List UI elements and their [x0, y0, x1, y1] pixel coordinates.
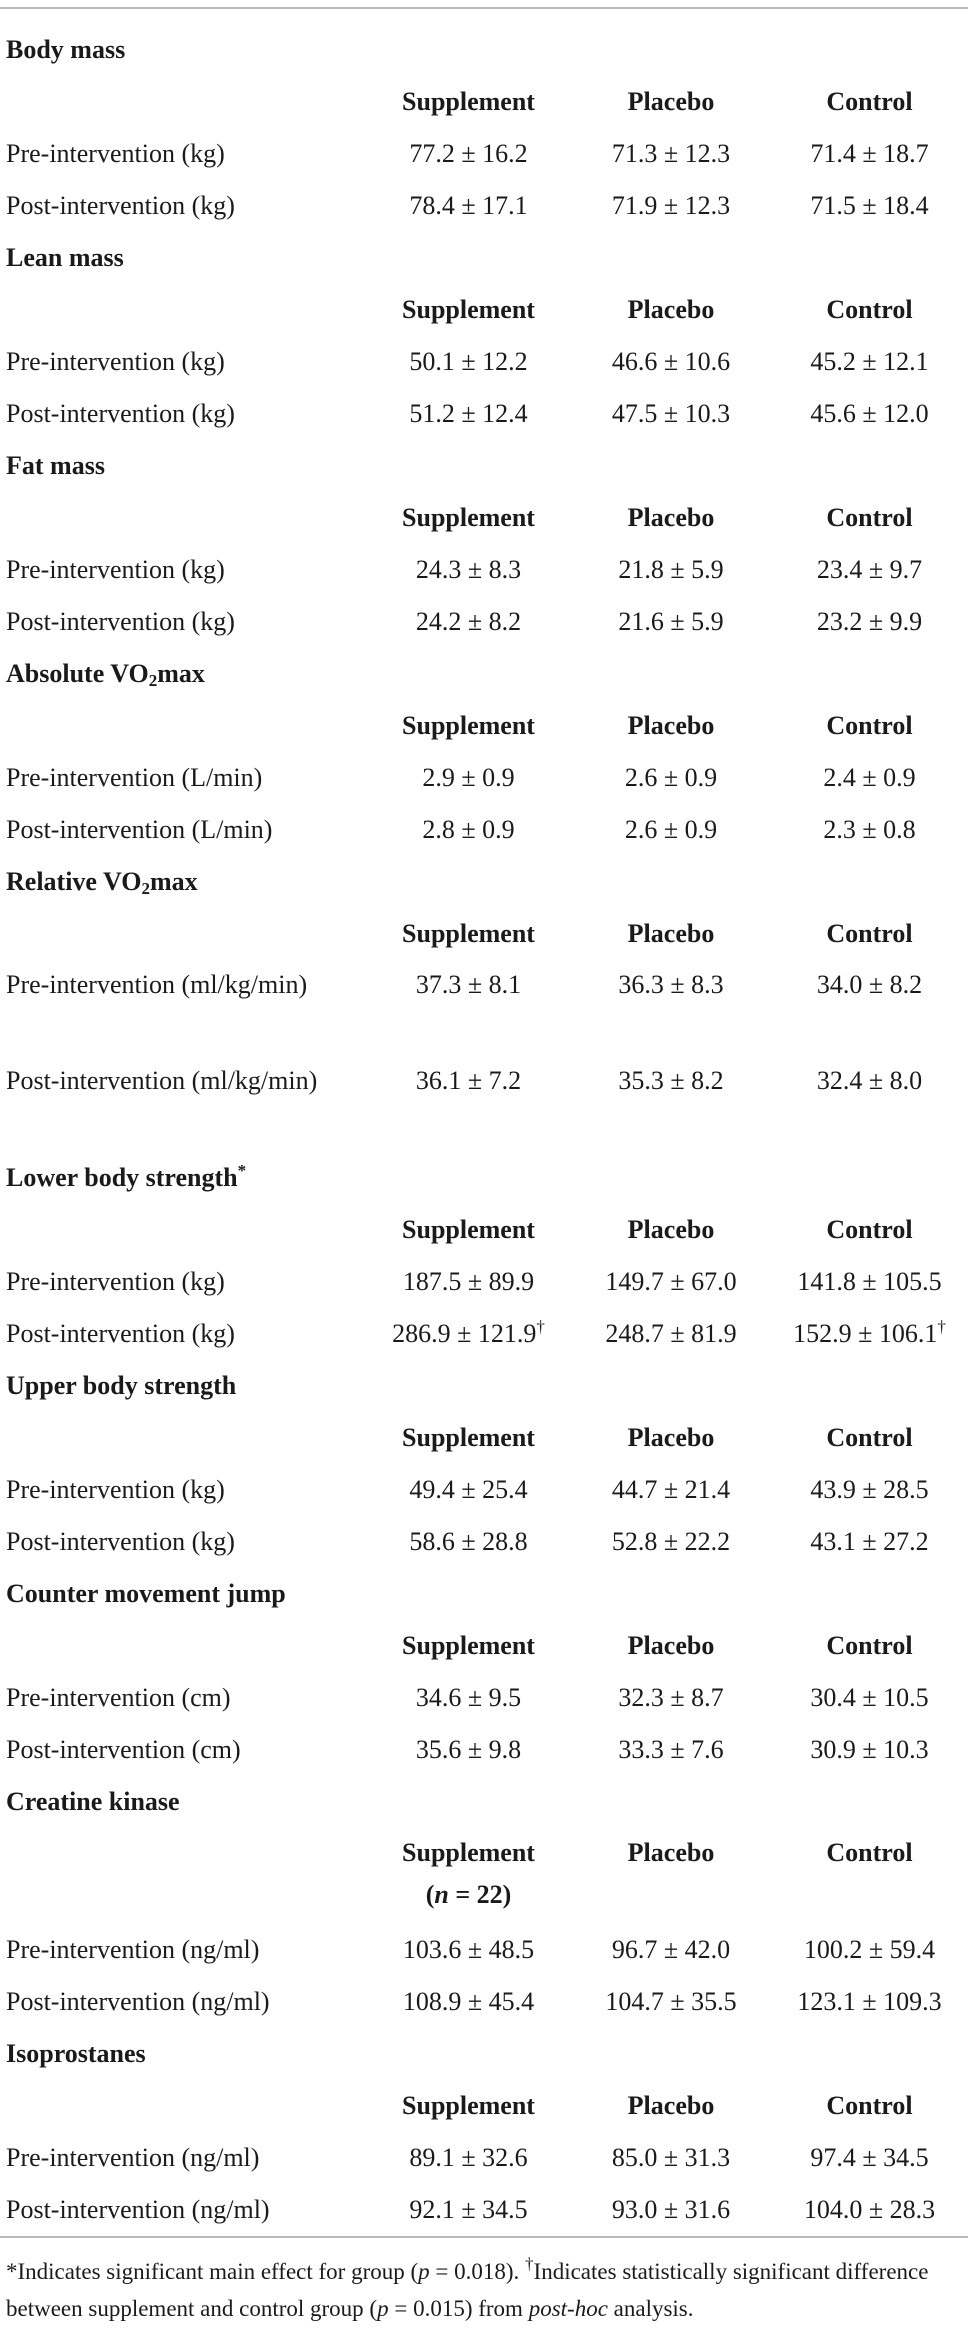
- cell-placebo: 52.8 ± 22.2: [611, 1527, 731, 1556]
- column-header-row: [0, 496, 968, 548]
- cell-control: [771, 1312, 968, 1364]
- dagger-mark: †: [536, 1317, 545, 1336]
- title-text: max: [157, 659, 205, 688]
- header-control: Control: [826, 295, 913, 324]
- footnote-text: = 0.018).: [429, 2259, 526, 2284]
- footnote-text: analysis.: [607, 2296, 694, 2321]
- cell-supplement: 108.9 ± 45.4: [402, 1987, 535, 2016]
- column-header-row: [0, 1416, 968, 1468]
- header-control: Control: [826, 2091, 913, 2120]
- table-row: [0, 1676, 968, 1728]
- dagger-mark: †: [937, 1317, 946, 1336]
- table-row: [0, 600, 968, 652]
- cell-supplement: 51.2 ± 12.4: [409, 399, 528, 428]
- header-supplement: Supplement: [402, 2091, 535, 2120]
- row-label: Post-intervention (kg): [6, 1527, 235, 1556]
- cell-supplement: 35.6 ± 9.8: [415, 1735, 522, 1764]
- section-title: [0, 652, 968, 704]
- title-text: Absolute VO: [6, 659, 149, 688]
- row-label: Pre-intervention (kg): [6, 555, 225, 584]
- row-label: Pre-intervention (kg): [6, 1475, 225, 1504]
- row-label: Pre-intervention (ng/ml): [6, 1935, 260, 1964]
- row-label: Post-intervention (ng/ml): [6, 2195, 270, 2224]
- cell-placebo: 2.6 ± 0.9: [624, 763, 718, 792]
- cell-control: 45.2 ± 12.1: [810, 347, 929, 376]
- header-control: Control: [826, 711, 913, 740]
- cell-supplement: 2.9 ± 0.9: [422, 763, 515, 792]
- header-control: Control: [826, 1215, 913, 1244]
- header-placebo: Placebo: [627, 1215, 715, 1244]
- table-row: [0, 392, 968, 444]
- cell-control: 45.6 ± 12.0: [810, 399, 929, 428]
- cell-value: 152.9 ± 106.1: [793, 1319, 938, 1348]
- cell-control: 104.0 ± 28.3: [803, 2195, 936, 2224]
- cell-placebo: 35.3 ± 8.2: [618, 1066, 724, 1095]
- cell-control: 23.2 ± 9.9: [816, 607, 923, 636]
- row-label: Pre-intervention (cm): [6, 1683, 231, 1712]
- row-label: Pre-intervention (kg): [6, 347, 225, 376]
- row-label: Post-intervention (L/min): [6, 815, 273, 844]
- cell-supplement: 58.6 ± 28.8: [409, 1527, 528, 1556]
- cell-control: 34.0 ± 8.2: [816, 970, 923, 999]
- header-supplement: Supplement: [402, 295, 535, 324]
- cell-placebo: 2.6 ± 0.9: [624, 815, 718, 844]
- cell-supplement: 89.1 ± 32.6: [409, 2143, 528, 2172]
- column-header-row: [0, 1624, 968, 1676]
- cell-control: 97.4 ± 34.5: [810, 2143, 929, 2172]
- title-subscript: 2: [141, 879, 150, 898]
- footnote-text: Indicates significant main effect for group (: [17, 2259, 419, 2284]
- column-header-row: [0, 912, 968, 964]
- cell-supplement: 24.2 ± 8.2: [415, 607, 522, 636]
- header-blank: [0, 288, 366, 340]
- footnote-star: *: [6, 2259, 18, 2284]
- header-placebo: Placebo: [627, 503, 715, 532]
- cell-placebo: 32.3 ± 8.7: [618, 1683, 724, 1712]
- cell-supplement: [366, 1312, 571, 1364]
- cell-placebo: 248.7 ± 81.9: [605, 1319, 737, 1348]
- table-footnote: [6, 2253, 964, 2327]
- section-title-row: [0, 1780, 968, 1832]
- cell-control: 30.9 ± 10.3: [810, 1735, 929, 1764]
- cell-placebo: 46.6 ± 10.6: [611, 347, 731, 376]
- header-blank: [0, 704, 366, 756]
- header-placebo: Placebo: [627, 2091, 715, 2120]
- p-symbol: p: [377, 2296, 389, 2321]
- cell-control: 30.4 ± 10.5: [810, 1683, 929, 1712]
- column-header-row: [0, 80, 968, 132]
- column-header-row: [0, 288, 968, 340]
- section-title-row: [0, 860, 968, 912]
- table-row: [0, 548, 968, 600]
- header-blank: [0, 912, 366, 964]
- cell-placebo: 47.5 ± 10.3: [611, 399, 731, 428]
- header-control: Control: [826, 503, 913, 532]
- table-row: [0, 1520, 968, 1572]
- section-title-row: [0, 1156, 968, 1208]
- row-label: Post-intervention (kg): [6, 191, 235, 220]
- cell-control: 23.4 ± 9.7: [816, 555, 923, 584]
- cell-control: 141.8 ± 105.5: [797, 1267, 942, 1296]
- cell-supplement: 92.1 ± 34.5: [409, 2195, 528, 2224]
- column-header-row: [0, 2084, 968, 2136]
- header-supplement: Supplement: [402, 87, 535, 116]
- header-supplement: Supplement: [402, 503, 535, 532]
- section-title: Isoprostanes: [6, 2039, 146, 2068]
- row-label: Post-intervention (kg): [6, 399, 235, 428]
- p-symbol: p: [418, 2259, 430, 2284]
- cell-placebo: 85.0 ± 31.3: [611, 2143, 731, 2172]
- header-blank: [0, 1832, 366, 1928]
- table-row: [0, 1980, 968, 2032]
- row-label: Pre-intervention (L/min): [6, 763, 263, 792]
- section-title-row: [0, 1572, 968, 1624]
- header-label: Supplement: [402, 1838, 535, 1867]
- header-supplement: Supplement: [402, 711, 535, 740]
- cell-supplement: 187.5 ± 89.9: [402, 1267, 535, 1296]
- header-placebo: Placebo: [627, 1423, 715, 1452]
- row-label: Post-intervention (kg): [6, 1319, 235, 1348]
- header-placebo: Placebo: [627, 295, 715, 324]
- cell-placebo: 21.6 ± 5.9: [618, 607, 724, 636]
- cell-control: 2.3 ± 0.8: [823, 815, 916, 844]
- cell-control: 71.4 ± 18.7: [810, 139, 929, 168]
- cell-control: 43.1 ± 27.2: [810, 1527, 929, 1556]
- cell-control: 100.2 ± 59.4: [803, 1935, 936, 1964]
- row-label: Post-intervention (kg): [6, 607, 235, 636]
- table-row: [0, 964, 968, 1060]
- header-supplement: Supplement: [402, 919, 535, 948]
- header-placebo: Placebo: [627, 1631, 715, 1660]
- table-row: [0, 1728, 968, 1780]
- header-control: Control: [826, 87, 913, 116]
- header-placebo: Placebo: [627, 711, 715, 740]
- cell-placebo: 149.7 ± 67.0: [605, 1267, 737, 1296]
- cell-supplement: 49.4 ± 25.4: [409, 1475, 528, 1504]
- table-row: [0, 2188, 968, 2240]
- significance-mark: *: [237, 1161, 247, 1180]
- section-title: Lean mass: [6, 243, 124, 272]
- section-title-row: [0, 652, 968, 704]
- section-title-row: [0, 2032, 968, 2084]
- row-label: Pre-intervention (ml/kg/min): [6, 970, 308, 999]
- table-row: [0, 1060, 968, 1156]
- table-row: [0, 132, 968, 184]
- cell-supplement: 78.4 ± 17.1: [409, 191, 528, 220]
- cell-placebo: 71.3 ± 12.3: [611, 139, 731, 168]
- header-blank: [0, 1624, 366, 1676]
- section-title-row: [0, 236, 968, 288]
- cell-control: 123.1 ± 109.3: [797, 1987, 942, 2016]
- cell-placebo: 36.3 ± 8.3: [618, 970, 724, 999]
- row-label: Post-intervention (ng/ml): [6, 1987, 270, 2016]
- cell-placebo: 21.8 ± 5.9: [618, 555, 724, 584]
- table-row: [0, 1928, 968, 1980]
- header-blank: [0, 1416, 366, 1468]
- title-subscript: 2: [148, 671, 158, 690]
- table-row: [0, 1260, 968, 1312]
- table-row: [0, 184, 968, 236]
- table-row: [0, 340, 968, 392]
- header-supplement: Supplement: [402, 1631, 535, 1660]
- footnote-text: = 0.015) from: [388, 2296, 529, 2321]
- cell-control: 2.4 ± 0.9: [823, 763, 916, 792]
- column-header-row: [0, 1832, 968, 1928]
- table-row: [0, 808, 968, 860]
- section-title: [0, 860, 968, 912]
- n-symbol: n: [434, 1880, 449, 1909]
- header-placebo: Placebo: [627, 87, 715, 116]
- header-placebo: Placebo: [627, 919, 715, 948]
- cell-placebo: 44.7 ± 21.4: [611, 1475, 731, 1504]
- cell-control: 71.5 ± 18.4: [810, 191, 929, 220]
- top-rule: [0, 7, 968, 9]
- header-supplement: Supplement: [402, 1215, 535, 1244]
- cell-placebo: 93.0 ± 31.6: [611, 2195, 731, 2224]
- row-label: Pre-intervention (kg): [6, 1267, 225, 1296]
- cell-supplement: 24.3 ± 8.3: [415, 555, 522, 584]
- section-title: Fat mass: [6, 451, 105, 480]
- row-label: Pre-intervention (ng/ml): [6, 2143, 260, 2172]
- header-blank: [0, 496, 366, 548]
- cell-supplement: 36.1 ± 7.2: [415, 1066, 522, 1095]
- row-label: Post-intervention (ml/kg/min): [6, 1066, 318, 1095]
- section-title: Body mass: [6, 35, 126, 64]
- section-title: Counter movement jump: [6, 1579, 286, 1608]
- results-table: [0, 28, 968, 2240]
- cell-control: 32.4 ± 8.0: [816, 1066, 923, 1095]
- footnote-dagger: †: [525, 2254, 534, 2273]
- section-title-row: [0, 444, 968, 496]
- bottom-rule: [0, 2236, 968, 2238]
- footnote-text: Indicates statistically significant difference between supplement and control group (: [6, 2259, 929, 2321]
- table-row: [0, 1468, 968, 1520]
- cell-placebo: 96.7 ± 42.0: [611, 1935, 731, 1964]
- header-control: Control: [826, 1838, 913, 1867]
- section-title-row: [0, 28, 968, 80]
- cell-supplement: 2.8 ± 0.9: [422, 815, 515, 844]
- header-placebo: Placebo: [627, 1838, 715, 1867]
- header-control: Control: [826, 919, 913, 948]
- table-row: [0, 2136, 968, 2188]
- section-title: [0, 1156, 968, 1208]
- cell-supplement: 77.2 ± 16.2: [409, 139, 528, 168]
- cell-value: 286.9 ± 121.9: [392, 1319, 537, 1348]
- section-title: Upper body strength: [6, 1371, 237, 1400]
- sample-size-note: (n = 22): [425, 1880, 512, 1909]
- row-label: Pre-intervention (kg): [6, 139, 225, 168]
- header-blank: [0, 1208, 366, 1260]
- sample-size-value: = 22): [448, 1880, 512, 1909]
- cell-placebo: 104.7 ± 35.5: [605, 1987, 737, 2016]
- table-row: [0, 1312, 968, 1364]
- header-blank: [0, 80, 366, 132]
- header-supplement: Supplement: [402, 1423, 535, 1452]
- section-title-row: [0, 1364, 968, 1416]
- cell-supplement: 50.1 ± 12.2: [409, 347, 528, 376]
- cell-supplement: 34.6 ± 9.5: [415, 1683, 522, 1712]
- title-text: Lower body strength: [6, 1163, 238, 1192]
- cell-supplement: 103.6 ± 48.5: [402, 1935, 535, 1964]
- title-text: Relative VO: [6, 867, 142, 896]
- table-row: [0, 756, 968, 808]
- post-hoc-term: post-hoc: [528, 2296, 608, 2321]
- header-control: Control: [826, 1631, 913, 1660]
- header-blank: [0, 2084, 366, 2136]
- column-header-row: [0, 704, 968, 756]
- cell-placebo: 33.3 ± 7.6: [618, 1735, 724, 1764]
- column-header-row: [0, 1208, 968, 1260]
- header-control: Control: [826, 1423, 913, 1452]
- section-title: Creatine kinase: [6, 1787, 180, 1816]
- row-label: Post-intervention (cm): [6, 1735, 241, 1764]
- cell-control: 43.9 ± 28.5: [810, 1475, 929, 1504]
- cell-supplement: 37.3 ± 8.1: [415, 970, 522, 999]
- header-supplement: [366, 1832, 571, 1928]
- title-text: max: [149, 867, 198, 896]
- cell-placebo: 71.9 ± 12.3: [611, 191, 731, 220]
